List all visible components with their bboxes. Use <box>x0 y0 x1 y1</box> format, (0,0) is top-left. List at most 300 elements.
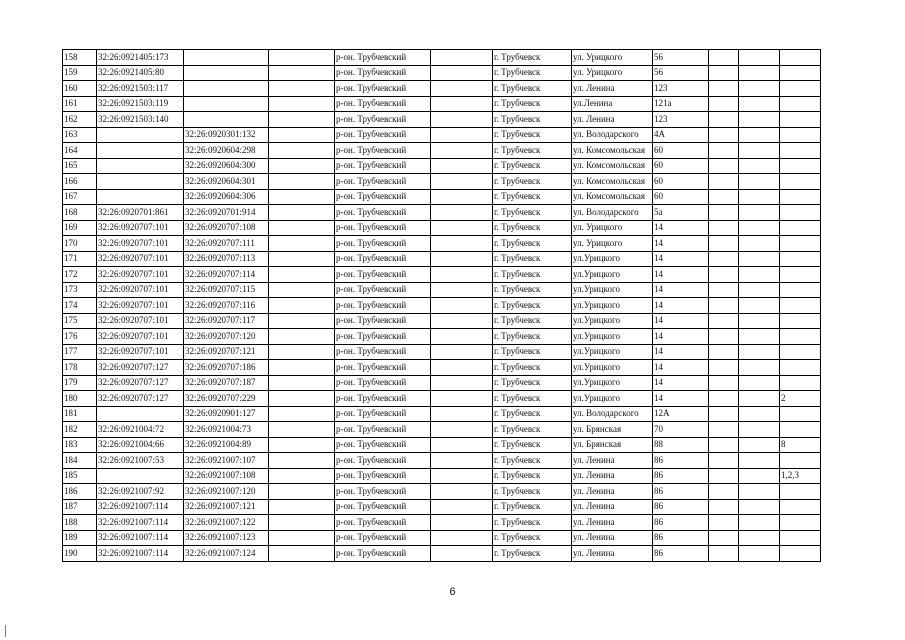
empty-cell <box>269 112 335 128</box>
district-cell: р-он. Трубчевский <box>335 406 431 422</box>
table-row <box>63 468 821 484</box>
empty-cell <box>709 205 739 221</box>
district-cell: р-он. Трубчевский <box>335 344 431 360</box>
street-cell: ул.Урицкого <box>572 329 653 345</box>
note-cell <box>780 236 821 252</box>
district-cell: р-он. Трубчевский <box>335 143 431 159</box>
empty-cell <box>269 530 335 546</box>
empty-cell <box>709 375 739 391</box>
town-cell: г. Трубчевск <box>493 530 572 546</box>
empty-cell <box>709 189 739 205</box>
cadastral-number-cell: 32:26:0920707:127 <box>97 375 184 391</box>
building-cadastral-number-cell: 32:26:0921004:73 <box>184 422 269 438</box>
row-number-cell: 159 <box>63 65 97 81</box>
table-row <box>63 112 821 128</box>
cadastral-number-cell: 32:26:0920707:101 <box>97 282 184 298</box>
table-row <box>63 81 821 97</box>
empty-cell <box>431 546 493 562</box>
house-number-cell: 4А <box>653 127 709 143</box>
row-number-cell: 185 <box>63 468 97 484</box>
house-number-cell: 14 <box>653 313 709 329</box>
empty-cell <box>739 329 780 345</box>
table-row <box>63 236 821 252</box>
empty-cell <box>269 360 335 376</box>
town-cell: г. Трубчевск <box>493 453 572 469</box>
building-cadastral-number-cell: 32:26:0920707:111 <box>184 236 269 252</box>
cadastral-number-cell: 32:26:0921007:53 <box>97 453 184 469</box>
empty-cell <box>431 50 493 66</box>
district-cell: р-он. Трубчевский <box>335 313 431 329</box>
note-cell: 8 <box>780 437 821 453</box>
house-number-cell: 86 <box>653 530 709 546</box>
district-cell: р-он. Трубчевский <box>335 127 431 143</box>
table-row <box>63 65 821 81</box>
row-number-cell: 175 <box>63 313 97 329</box>
street-cell: ул. Ленина <box>572 546 653 562</box>
town-cell: г. Трубчевск <box>493 65 572 81</box>
empty-cell <box>431 158 493 174</box>
document-sheet <box>62 49 821 562</box>
district-cell: р-он. Трубчевский <box>335 499 431 515</box>
empty-cell <box>739 530 780 546</box>
empty-cell <box>431 530 493 546</box>
district-cell: р-он. Трубчевский <box>335 360 431 376</box>
town-cell: г. Трубчевск <box>493 484 572 500</box>
town-cell: г. Трубчевск <box>493 313 572 329</box>
row-number-cell: 181 <box>63 406 97 422</box>
row-number-cell: 172 <box>63 267 97 283</box>
empty-cell <box>269 344 335 360</box>
empty-cell <box>269 65 335 81</box>
cadastral-number-cell: 32:26:0921007:92 <box>97 484 184 500</box>
row-number-cell: 188 <box>63 515 97 531</box>
empty-cell <box>431 127 493 143</box>
district-cell: р-он. Трубчевский <box>335 298 431 314</box>
row-number-cell: 166 <box>63 174 97 190</box>
cadastral-number-cell: 32:26:0920707:127 <box>97 360 184 376</box>
table-row <box>63 499 821 515</box>
street-cell: ул.Урицкого <box>572 375 653 391</box>
district-cell: р-он. Трубчевский <box>335 158 431 174</box>
street-cell: ул. Комсомольская <box>572 189 653 205</box>
cadastral-number-cell <box>97 127 184 143</box>
empty-cell <box>709 298 739 314</box>
row-number-cell: 161 <box>63 96 97 112</box>
table-row <box>63 530 821 546</box>
district-cell: р-он. Трубчевский <box>335 205 431 221</box>
building-cadastral-number-cell: 32:26:0920707:113 <box>184 251 269 267</box>
empty-cell <box>739 220 780 236</box>
empty-cell <box>739 81 780 97</box>
row-number-cell: 165 <box>63 158 97 174</box>
row-number-cell: 187 <box>63 499 97 515</box>
empty-cell <box>269 127 335 143</box>
page-number: 6 <box>449 586 456 598</box>
cadastral-number-cell: 32:26:0921007:114 <box>97 499 184 515</box>
empty-cell <box>269 282 335 298</box>
district-cell: р-он. Трубчевский <box>335 282 431 298</box>
empty-cell <box>709 391 739 407</box>
empty-cell <box>709 174 739 190</box>
empty-cell <box>431 220 493 236</box>
empty-cell <box>269 96 335 112</box>
house-number-cell: 14 <box>653 298 709 314</box>
cadastral-number-cell: 32:26:0920707:101 <box>97 236 184 252</box>
table-row <box>63 251 821 267</box>
empty-cell <box>269 50 335 66</box>
empty-cell <box>269 143 335 159</box>
empty-cell <box>269 484 335 500</box>
empty-cell <box>269 313 335 329</box>
house-number-cell: 14 <box>653 267 709 283</box>
row-number-cell: 184 <box>63 453 97 469</box>
street-cell: ул. Урицкого <box>572 220 653 236</box>
empty-cell <box>269 406 335 422</box>
empty-cell <box>269 205 335 221</box>
empty-cell <box>269 437 335 453</box>
empty-cell <box>431 189 493 205</box>
street-cell: ул. Ленина <box>572 499 653 515</box>
note-cell <box>780 251 821 267</box>
empty-cell <box>431 236 493 252</box>
cadastral-number-cell: 32:26:0921004:66 <box>97 437 184 453</box>
district-cell: р-он. Трубчевский <box>335 251 431 267</box>
empty-cell <box>709 65 739 81</box>
empty-cell <box>269 391 335 407</box>
empty-cell <box>739 546 780 562</box>
cadastral-number-cell <box>97 158 184 174</box>
empty-cell <box>739 360 780 376</box>
empty-cell <box>739 375 780 391</box>
building-cadastral-number-cell: 32:26:0921007:124 <box>184 546 269 562</box>
street-cell: ул. Володарского <box>572 406 653 422</box>
empty-cell <box>431 282 493 298</box>
street-cell: ул. Комсомольская <box>572 143 653 159</box>
house-number-cell: 14 <box>653 329 709 345</box>
cadastral-number-cell: 32:26:0920707:127 <box>97 391 184 407</box>
street-cell: ул.Урицкого <box>572 344 653 360</box>
street-cell: ул. Комсомольская <box>572 158 653 174</box>
cadastral-number-cell <box>97 189 184 205</box>
empty-cell <box>269 298 335 314</box>
empty-cell <box>431 437 493 453</box>
note-cell <box>780 143 821 159</box>
table-row <box>63 515 821 531</box>
street-cell: ул.Урицкого <box>572 313 653 329</box>
cadastral-number-cell: 32:26:0920707:101 <box>97 344 184 360</box>
empty-cell <box>431 360 493 376</box>
house-number-cell: 121а <box>653 96 709 112</box>
empty-cell <box>739 453 780 469</box>
building-cadastral-number-cell: 32:26:0920301:132 <box>184 127 269 143</box>
table-row <box>63 127 821 143</box>
empty-cell <box>739 158 780 174</box>
empty-cell <box>431 344 493 360</box>
note-cell <box>780 484 821 500</box>
building-cadastral-number-cell: 32:26:0920707:186 <box>184 360 269 376</box>
town-cell: г. Трубчевск <box>493 205 572 221</box>
row-number-cell: 182 <box>63 422 97 438</box>
empty-cell <box>269 251 335 267</box>
empty-cell <box>739 96 780 112</box>
building-cadastral-number-cell: 32:26:0921007:108 <box>184 468 269 484</box>
street-cell: ул. Ленина <box>572 530 653 546</box>
cadastral-number-cell <box>97 174 184 190</box>
building-cadastral-number-cell <box>184 96 269 112</box>
empty-cell <box>739 406 780 422</box>
town-cell: г. Трубчевск <box>493 329 572 345</box>
row-number-cell: 189 <box>63 530 97 546</box>
district-cell: р-он. Трубчевский <box>335 267 431 283</box>
street-cell: ул.Ленина <box>572 96 653 112</box>
district-cell: р-он. Трубчевский <box>335 189 431 205</box>
empty-cell <box>431 251 493 267</box>
street-cell: ул. Володарского <box>572 127 653 143</box>
building-cadastral-number-cell: 32:26:0920707:120 <box>184 329 269 345</box>
building-cadastral-number-cell: 32:26:0921007:107 <box>184 453 269 469</box>
row-number-cell: 176 <box>63 329 97 345</box>
house-number-cell: 60 <box>653 158 709 174</box>
district-cell: р-он. Трубчевский <box>335 453 431 469</box>
empty-cell <box>431 422 493 438</box>
district-cell: р-он. Трубчевский <box>335 236 431 252</box>
town-cell: г. Трубчевск <box>493 50 572 66</box>
town-cell: г. Трубчевск <box>493 468 572 484</box>
empty-cell <box>269 546 335 562</box>
district-cell: р-он. Трубчевский <box>335 515 431 531</box>
empty-cell <box>431 65 493 81</box>
table-row <box>63 313 821 329</box>
house-number-cell: 56 <box>653 65 709 81</box>
note-cell <box>780 112 821 128</box>
building-cadastral-number-cell: 32:26:0921007:121 <box>184 499 269 515</box>
empty-cell <box>709 251 739 267</box>
empty-cell <box>739 437 780 453</box>
cadastral-number-cell: 32:26:0921007:114 <box>97 530 184 546</box>
empty-cell <box>709 50 739 66</box>
town-cell: г. Трубчевск <box>493 515 572 531</box>
town-cell: г. Трубчевск <box>493 158 572 174</box>
row-number-cell: 173 <box>63 282 97 298</box>
note-cell <box>780 81 821 97</box>
house-number-cell: 14 <box>653 220 709 236</box>
town-cell: г. Трубчевск <box>493 220 572 236</box>
street-cell: ул. Брянская <box>572 437 653 453</box>
cadastral-number-cell: 32:26:0921004:72 <box>97 422 184 438</box>
empty-cell <box>269 81 335 97</box>
empty-cell <box>739 251 780 267</box>
street-cell: ул.Урицкого <box>572 298 653 314</box>
house-number-cell: 86 <box>653 515 709 531</box>
empty-cell <box>739 174 780 190</box>
cadastral-number-cell: 32:26:0921007:114 <box>97 515 184 531</box>
cadastral-number-cell: 32:26:0921503:140 <box>97 112 184 128</box>
empty-cell <box>739 313 780 329</box>
town-cell: г. Трубчевск <box>493 96 572 112</box>
empty-cell <box>709 484 739 500</box>
house-number-cell: 60 <box>653 143 709 159</box>
street-cell: ул. Ленина <box>572 468 653 484</box>
empty-cell <box>269 267 335 283</box>
house-number-cell: 86 <box>653 484 709 500</box>
empty-cell <box>739 499 780 515</box>
district-cell: р-он. Трубчевский <box>335 484 431 500</box>
empty-cell <box>269 468 335 484</box>
row-number-cell: 180 <box>63 391 97 407</box>
empty-cell <box>739 422 780 438</box>
town-cell: г. Трубчевск <box>493 391 572 407</box>
house-number-cell: 60 <box>653 174 709 190</box>
town-cell: г. Трубчевск <box>493 236 572 252</box>
street-cell: ул. Комсомольская <box>572 174 653 190</box>
cadastral-number-cell <box>97 468 184 484</box>
street-cell: ул. Ленина <box>572 484 653 500</box>
row-number-cell: 178 <box>63 360 97 376</box>
house-number-cell: 123 <box>653 81 709 97</box>
empty-cell <box>709 127 739 143</box>
note-cell <box>780 298 821 314</box>
town-cell: г. Трубчевск <box>493 81 572 97</box>
district-cell: р-он. Трубчевский <box>335 468 431 484</box>
building-cadastral-number-cell: 32:26:0920707:116 <box>184 298 269 314</box>
house-number-cell: 88 <box>653 437 709 453</box>
note-cell: 1,2,3 <box>780 468 821 484</box>
note-cell <box>780 282 821 298</box>
empty-cell <box>431 205 493 221</box>
district-cell: р-он. Трубчевский <box>335 174 431 190</box>
note-cell <box>780 375 821 391</box>
empty-cell <box>709 546 739 562</box>
note-cell: 2 <box>780 391 821 407</box>
street-cell: ул.Урицкого <box>572 282 653 298</box>
cadastral-number-cell: 32:26:0921405:80 <box>97 65 184 81</box>
empty-cell <box>269 158 335 174</box>
town-cell: г. Трубчевск <box>493 360 572 376</box>
note-cell <box>780 313 821 329</box>
town-cell: г. Трубчевск <box>493 267 572 283</box>
house-number-cell: 70 <box>653 422 709 438</box>
table-row <box>63 282 821 298</box>
building-cadastral-number-cell: 32:26:0921007:122 <box>184 515 269 531</box>
empty-cell <box>431 143 493 159</box>
house-number-cell: 86 <box>653 499 709 515</box>
house-number-cell: 123 <box>653 112 709 128</box>
empty-cell <box>709 220 739 236</box>
cadastral-number-cell: 32:26:0920707:101 <box>97 298 184 314</box>
table-row <box>63 174 821 190</box>
building-cadastral-number-cell: 32:26:0920604:298 <box>184 143 269 159</box>
house-number-cell: 5а <box>653 205 709 221</box>
building-cadastral-number-cell <box>184 81 269 97</box>
empty-cell <box>431 174 493 190</box>
row-number-cell: 164 <box>63 143 97 159</box>
street-cell: ул. Брянская <box>572 422 653 438</box>
town-cell: г. Трубчевск <box>493 112 572 128</box>
note-cell <box>780 65 821 81</box>
empty-cell <box>739 468 780 484</box>
house-number-cell: 14 <box>653 344 709 360</box>
registry-table-body <box>63 50 821 562</box>
street-cell: ул. Володарского <box>572 205 653 221</box>
empty-cell <box>709 437 739 453</box>
note-cell <box>780 515 821 531</box>
district-cell: р-он. Трубчевский <box>335 437 431 453</box>
empty-cell <box>709 158 739 174</box>
empty-cell <box>431 112 493 128</box>
building-cadastral-number-cell: 32:26:0920707:187 <box>184 375 269 391</box>
building-cadastral-number-cell: 32:26:0921004:89 <box>184 437 269 453</box>
building-cadastral-number-cell: 32:26:0920604:301 <box>184 174 269 190</box>
cadastral-number-cell: 32:26:0920707:101 <box>97 329 184 345</box>
scan-margin-mark <box>5 625 6 637</box>
empty-cell <box>709 453 739 469</box>
table-row <box>63 546 821 562</box>
house-number-cell: 60 <box>653 189 709 205</box>
empty-cell <box>269 499 335 515</box>
row-number-cell: 158 <box>63 50 97 66</box>
table-row <box>63 422 821 438</box>
note-cell <box>780 329 821 345</box>
table-row <box>63 220 821 236</box>
town-cell: г. Трубчевск <box>493 189 572 205</box>
empty-cell <box>431 267 493 283</box>
row-number-cell: 163 <box>63 127 97 143</box>
building-cadastral-number-cell <box>184 112 269 128</box>
note-cell <box>780 158 821 174</box>
table-row <box>63 329 821 345</box>
building-cadastral-number-cell: 32:26:0920701:914 <box>184 205 269 221</box>
district-cell: р-он. Трубчевский <box>335 96 431 112</box>
empty-cell <box>269 375 335 391</box>
empty-cell <box>709 267 739 283</box>
empty-cell <box>431 298 493 314</box>
note-cell <box>780 360 821 376</box>
building-cadastral-number-cell: 32:26:0920707:121 <box>184 344 269 360</box>
empty-cell <box>269 236 335 252</box>
town-cell: г. Трубчевск <box>493 251 572 267</box>
empty-cell <box>709 530 739 546</box>
town-cell: г. Трубчевск <box>493 174 572 190</box>
building-cadastral-number-cell: 32:26:0920604:306 <box>184 189 269 205</box>
house-number-cell: 14 <box>653 375 709 391</box>
street-cell: ул. Урицкого <box>572 236 653 252</box>
building-cadastral-number-cell <box>184 65 269 81</box>
row-number-cell: 183 <box>63 437 97 453</box>
table-row <box>63 50 821 66</box>
cadastral-number-cell <box>97 143 184 159</box>
building-cadastral-number-cell: 32:26:0920707:229 <box>184 391 269 407</box>
table-row <box>63 344 821 360</box>
empty-cell <box>269 422 335 438</box>
note-cell <box>780 344 821 360</box>
empty-cell <box>269 189 335 205</box>
empty-cell <box>739 298 780 314</box>
town-cell: г. Трубчевск <box>493 546 572 562</box>
note-cell <box>780 50 821 66</box>
building-cadastral-number-cell: 32:26:0920604:300 <box>184 158 269 174</box>
note-cell <box>780 205 821 221</box>
row-number-cell: 174 <box>63 298 97 314</box>
table-row <box>63 406 821 422</box>
empty-cell <box>431 406 493 422</box>
row-number-cell: 186 <box>63 484 97 500</box>
building-cadastral-number-cell: 32:26:0920707:115 <box>184 282 269 298</box>
row-number-cell: 162 <box>63 112 97 128</box>
empty-cell <box>739 127 780 143</box>
table-row <box>63 453 821 469</box>
cadastral-number-cell: 32:26:0921405:173 <box>97 50 184 66</box>
empty-cell <box>431 96 493 112</box>
